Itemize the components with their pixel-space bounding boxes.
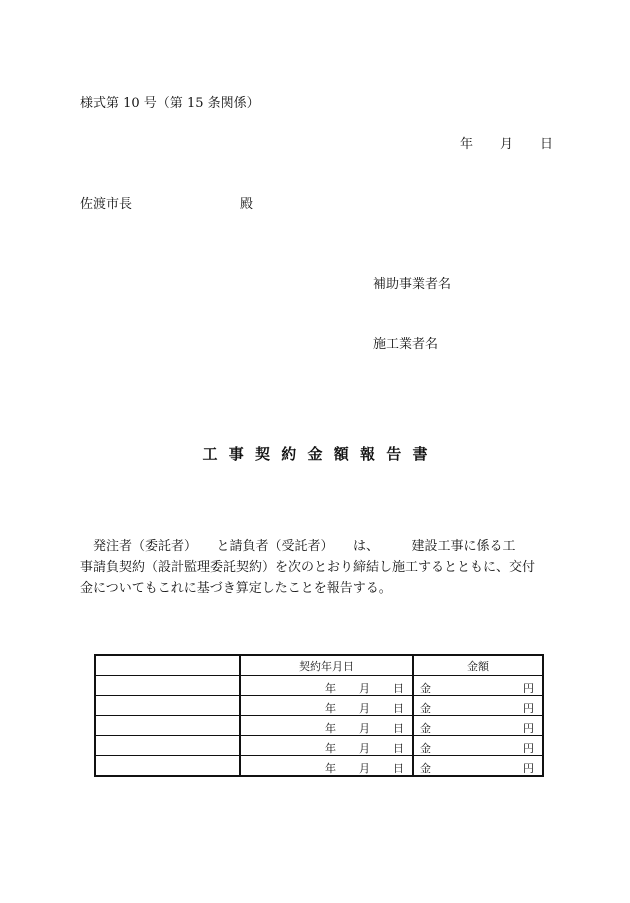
date-day-label: 日 <box>540 137 554 152</box>
month-label: 月 <box>359 722 370 735</box>
amount-unit: 円 <box>523 702 534 715</box>
date-cell[interactable] <box>240 716 413 736</box>
date-month-label: 月 <box>500 137 514 152</box>
addressee <box>80 198 253 211</box>
year-label: 年 <box>325 762 336 775</box>
table-row <box>95 696 543 716</box>
amount-cell[interactable] <box>413 676 543 696</box>
contractor-name-label: 施工業者名 <box>373 337 439 352</box>
day-label: 日 <box>393 742 404 755</box>
date-line <box>460 138 553 151</box>
amount-unit: 円 <box>523 762 534 775</box>
form-number: 様式第 10 号（第 15 条関係） <box>80 96 260 111</box>
body-paragraph <box>80 536 552 599</box>
amount-cell[interactable] <box>413 756 543 777</box>
table-row <box>95 736 543 756</box>
title-char: 約 <box>281 445 297 463</box>
amount-unit: 円 <box>523 722 534 735</box>
title-char: 金 <box>307 445 323 463</box>
table-row <box>95 676 543 696</box>
date-cell[interactable] <box>240 736 413 756</box>
day-label: 日 <box>393 702 404 715</box>
document-title <box>0 447 630 462</box>
title-char: 額 <box>333 445 349 463</box>
name-cell[interactable] <box>95 756 240 777</box>
title-char: 契 <box>254 445 270 463</box>
year-label: 年 <box>325 682 336 695</box>
month-label: 月 <box>359 702 370 715</box>
title-char: 告 <box>386 445 402 463</box>
day-label: 日 <box>393 722 404 735</box>
addressee-name: 佐渡市長 <box>80 197 133 212</box>
date-cell[interactable] <box>240 676 413 696</box>
name-cell[interactable] <box>95 736 240 756</box>
year-label: 年 <box>325 722 336 735</box>
amount-prefix: 金 <box>420 762 431 775</box>
title-char: 書 <box>412 445 428 463</box>
header-cell-contract-date: 契約年月日 <box>240 655 413 676</box>
contract-report-table <box>94 654 544 777</box>
name-cell[interactable] <box>95 696 240 716</box>
amount-prefix: 金 <box>420 722 431 735</box>
addressee-honorific: 殿 <box>240 197 254 212</box>
amount-prefix: 金 <box>420 702 431 715</box>
month-label: 月 <box>359 742 370 755</box>
subsidy-business-name-label: 補助事業者名 <box>373 277 452 292</box>
table-header-row <box>95 655 543 676</box>
date-cell[interactable] <box>240 696 413 716</box>
amount-unit: 円 <box>523 682 534 695</box>
day-label: 日 <box>393 762 404 775</box>
body-line: 金についてもこれに基づき算定したことを報告する。 <box>80 581 392 596</box>
title-char: 報 <box>359 445 375 463</box>
body-line: 事請負契約（設計監理委託契約）を次のとおり締結し施工するとともに、交付 <box>80 560 536 575</box>
date-cell[interactable] <box>240 756 413 777</box>
month-label: 月 <box>359 682 370 695</box>
title-char: 工 <box>202 445 218 463</box>
month-label: 月 <box>359 762 370 775</box>
year-label: 年 <box>325 742 336 755</box>
day-label: 日 <box>393 682 404 695</box>
title-char: 事 <box>228 445 244 463</box>
amount-cell[interactable] <box>413 696 543 716</box>
name-cell[interactable] <box>95 676 240 696</box>
amount-unit: 円 <box>523 742 534 755</box>
table-row <box>95 756 543 777</box>
name-cell[interactable] <box>95 716 240 736</box>
table-row <box>95 716 543 736</box>
body-line: 発注者（委託者） と請負者（受託者） は、 建設工事に係る工 <box>80 539 516 554</box>
amount-prefix: 金 <box>420 682 431 695</box>
header-cell-name <box>95 655 240 676</box>
amount-cell[interactable] <box>413 736 543 756</box>
amount-cell[interactable] <box>413 716 543 736</box>
amount-prefix: 金 <box>420 742 431 755</box>
header-cell-amount: 金額 <box>413 655 543 676</box>
date-year-label: 年 <box>460 137 474 152</box>
year-label: 年 <box>325 702 336 715</box>
